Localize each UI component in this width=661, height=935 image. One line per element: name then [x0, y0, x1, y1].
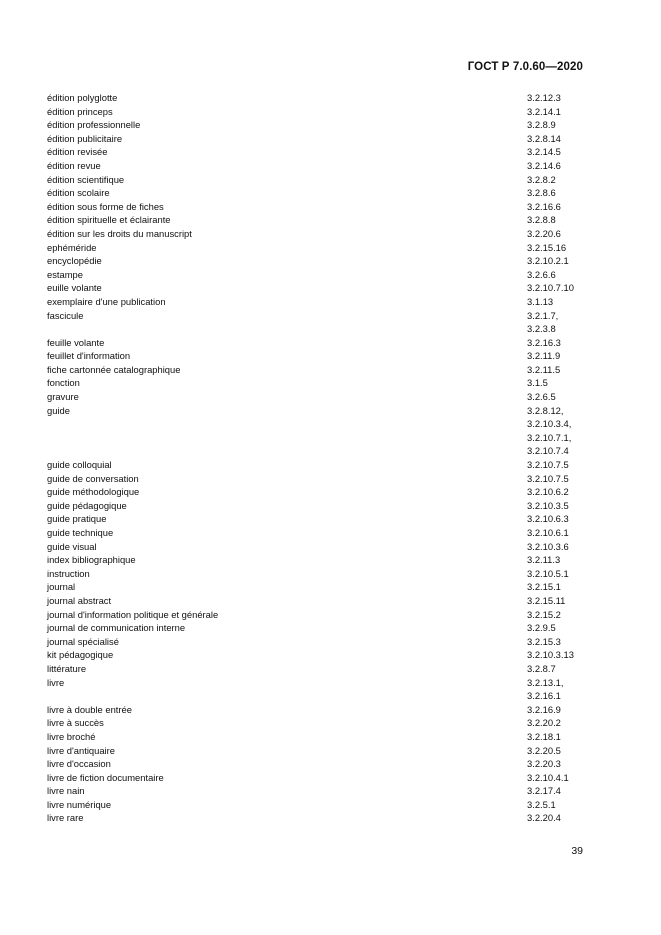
index-term: édition revue [47, 159, 101, 171]
index-reference: 3.2.13.1, [527, 676, 564, 688]
index-references [527, 268, 587, 282]
index-entry [47, 811, 587, 825]
index-entry [47, 526, 587, 540]
index-entry [47, 390, 587, 404]
index-reference: 3.2.10.7.5 [527, 459, 569, 471]
index-entry [47, 295, 587, 309]
index-references [527, 567, 587, 581]
index-reference: 3.2.6.6 [527, 268, 556, 280]
index-references [527, 771, 587, 785]
index-reference: 3.2.10.7.1, [527, 431, 572, 443]
index-entry [47, 268, 587, 282]
index-entry [47, 608, 587, 622]
index-references [527, 648, 587, 662]
index-reference: 3.2.20.3 [527, 758, 561, 770]
index-reference: 3.2.12.3 [527, 92, 561, 103]
index-entry [47, 363, 587, 377]
index-term: livre à succès [47, 717, 104, 729]
index-entry [47, 553, 587, 567]
index-term: gravure [47, 391, 79, 403]
index-reference: 3.2.15.3 [527, 635, 561, 647]
index-term: édition sur les droits du manuscript [47, 227, 192, 239]
index-entry [47, 336, 587, 350]
index-reference: 3.2.15.11 [527, 594, 566, 606]
index-entry [47, 91, 587, 105]
index-entry [47, 784, 587, 798]
index-references [527, 811, 587, 825]
index-entry [47, 635, 587, 649]
index-references [527, 798, 587, 812]
index-references [527, 553, 587, 567]
index-term: fiche cartonnée catalographique [47, 363, 181, 375]
index-references [527, 757, 587, 771]
index-term: guide colloquial [47, 459, 112, 471]
index-term: édition princeps [47, 105, 113, 117]
index-reference: 3.2.10.3.13 [527, 649, 574, 661]
index-reference: 3.2.10.6.2 [527, 486, 569, 498]
index-reference: 3.2.20.4 [527, 812, 561, 824]
index-references [527, 145, 587, 159]
index-reference: 3.2.8.12, [527, 404, 564, 416]
index-reference: 3.2.6.5 [527, 391, 556, 403]
index-reference: 3.2.10.5.1 [527, 567, 569, 579]
index-term: feuillet d'information [47, 350, 131, 362]
page-number: 39 [571, 845, 583, 857]
index-entry [47, 757, 587, 771]
index-references [527, 499, 587, 513]
index-reference: 3.2.1.7, [527, 309, 559, 321]
index-reference: 3.2.16.9 [527, 703, 561, 715]
index-references [527, 744, 587, 758]
index-term: guide technique [47, 527, 114, 538]
index-reference: 3.2.20.2 [527, 717, 561, 729]
index-references [527, 200, 587, 214]
index-references [527, 186, 587, 200]
index-entry [47, 254, 587, 268]
index-entry [47, 580, 587, 594]
index-reference: 3.2.5.1 [527, 798, 556, 810]
index-entry [47, 485, 587, 499]
index-term: édition scientifique [47, 173, 125, 185]
index-references [527, 472, 587, 486]
index-references [527, 485, 587, 499]
index-term: guide pratique [47, 513, 107, 525]
index-term: guide visual [47, 540, 97, 552]
index-entry [47, 499, 587, 513]
index-reference: 3.2.10.3.5 [527, 499, 569, 511]
index-term: édition polyglotte [47, 92, 118, 103]
index-term: journal [47, 581, 76, 593]
index-term: journal abstract [47, 594, 112, 606]
index-references [527, 621, 587, 635]
index-reference: 3.2.11.5 [527, 363, 561, 375]
index-reference: 3.2.17.4 [527, 785, 561, 797]
index-references [527, 281, 587, 295]
index-reference: 3.2.10.2.1 [527, 255, 569, 267]
index-term: guide méthodologique [47, 486, 140, 498]
index-references [527, 784, 587, 798]
index-entry [47, 309, 587, 336]
index-term: euille volante [47, 282, 102, 294]
index-entry [47, 145, 587, 159]
index-references [527, 241, 587, 255]
index-term: guide de conversation [47, 472, 139, 484]
index-term: édition sous forme de fiches [47, 200, 164, 212]
index-references [527, 91, 587, 105]
index-entry [47, 241, 587, 255]
index-reference: 3.2.15.2 [527, 608, 561, 620]
index-references [527, 213, 587, 227]
index-references [527, 118, 587, 132]
index-reference: 3.2.16.6 [527, 200, 561, 212]
index-references [527, 662, 587, 676]
index-entry [47, 540, 587, 554]
index-term: feuille volante [47, 336, 105, 348]
standard-designation: ГОСТ Р 7.0.60—2020 [467, 61, 583, 73]
index-reference: 3.2.10.3.4, [527, 418, 572, 430]
index-reference: 3.2.11.3 [527, 554, 561, 566]
index-references [527, 295, 587, 309]
index-entry [47, 676, 587, 703]
index-term: guide [47, 404, 70, 416]
index-reference: 3.2.9.5 [527, 622, 556, 634]
index-reference: 3.2.14.1 [527, 105, 561, 117]
index-references [527, 676, 587, 703]
index-references [527, 635, 587, 649]
index-term: livre rare [47, 812, 84, 824]
index-reference: 3.2.10.7.10 [527, 282, 574, 294]
index-term: ephéméride [47, 241, 97, 253]
index-reference: 3.2.20.5 [527, 744, 561, 756]
index-reference: 3.2.10.6.1 [527, 527, 569, 538]
index-reference: 3.2.8.14 [527, 132, 561, 144]
index-term: index bibliographique [47, 554, 136, 566]
index-reference: 3.1.5 [527, 377, 548, 389]
index-term: journal de communication interne [47, 622, 186, 634]
index-term: fascicule [47, 309, 84, 321]
index-reference: 3.2.10.6.3 [527, 513, 569, 525]
index-references [527, 404, 587, 458]
index-reference: 3.2.10.7.4 [527, 445, 569, 457]
index-entry [47, 349, 587, 363]
index-references [527, 227, 587, 241]
index-entry [47, 458, 587, 472]
index-term: encyclopédie [47, 255, 102, 267]
index-entry [47, 594, 587, 608]
index-term: livre d'antiquaire [47, 744, 115, 756]
index-reference: 3.2.20.6 [527, 227, 561, 239]
index-term: livre [47, 676, 65, 688]
index-reference: 3.2.16.3 [527, 336, 561, 348]
index-entry [47, 567, 587, 581]
index-reference: 3.2.3.8 [527, 323, 556, 335]
term-index-list [47, 91, 587, 825]
index-term: estampe [47, 268, 83, 280]
index-references [527, 173, 587, 187]
index-term: littérature [47, 662, 87, 674]
index-references [527, 309, 587, 336]
index-term: livre broché [47, 730, 96, 742]
index-references [527, 608, 587, 622]
index-references [527, 363, 587, 377]
index-references [527, 349, 587, 363]
index-reference: 3.2.14.5 [527, 146, 561, 158]
index-entry [47, 105, 587, 119]
index-reference: 3.2.15.16 [527, 241, 567, 253]
index-reference: 3.2.8.8 [527, 214, 556, 226]
index-entry [47, 512, 587, 526]
index-term: édition scolaire [47, 187, 110, 199]
index-reference: 3.2.8.9 [527, 119, 556, 131]
index-references [527, 594, 587, 608]
index-entry [47, 186, 587, 200]
index-term: livre numérique [47, 798, 112, 810]
index-reference: 3.2.14.6 [527, 159, 561, 171]
index-references [527, 526, 587, 540]
index-references [527, 159, 587, 173]
index-term: livre d'occasion [47, 758, 111, 770]
index-entry [47, 472, 587, 486]
index-entry [47, 200, 587, 214]
index-references [527, 540, 587, 554]
index-reference: 3.2.8.2 [527, 173, 556, 185]
index-entry [47, 227, 587, 241]
index-reference: 3.2.18.1 [527, 730, 561, 742]
index-term: guide pédagogique [47, 499, 127, 511]
index-entry [47, 281, 587, 295]
index-term: journal spécialisé [47, 635, 119, 647]
index-reference: 3.2.10.3.6 [527, 540, 569, 552]
index-entry [47, 716, 587, 730]
index-entry [47, 213, 587, 227]
index-reference: 3.2.8.7 [527, 662, 556, 674]
index-reference: 3.2.10.7.5 [527, 472, 569, 484]
index-entry [47, 798, 587, 812]
index-entry [47, 703, 587, 717]
index-term: édition spirituelle et éclairante [47, 214, 171, 226]
index-entry [47, 648, 587, 662]
index-reference: 3.2.11.9 [527, 350, 561, 362]
index-term: fonction [47, 377, 80, 389]
index-term: livre de fiction documentaire [47, 771, 164, 783]
index-entry [47, 118, 587, 132]
index-references [527, 376, 587, 390]
index-entry [47, 404, 587, 458]
index-references [527, 132, 587, 146]
index-term: édition publicitaire [47, 132, 123, 144]
index-entry [47, 159, 587, 173]
index-reference: 3.2.10.4.1 [527, 771, 569, 783]
index-references [527, 580, 587, 594]
index-references [527, 512, 587, 526]
index-entry [47, 744, 587, 758]
index-references [527, 254, 587, 268]
index-references [527, 390, 587, 404]
index-entry [47, 173, 587, 187]
index-entry [47, 771, 587, 785]
index-term: livre à double entrée [47, 703, 132, 715]
index-reference: 3.2.8.6 [527, 187, 556, 199]
index-references [527, 105, 587, 119]
index-term: édition revisée [47, 146, 108, 158]
index-reference: 3.2.16.1 [527, 690, 561, 702]
index-references [527, 458, 587, 472]
index-term: livre nain [47, 785, 85, 797]
index-term: journal d'information politique et générale [47, 608, 219, 620]
index-entry [47, 662, 587, 676]
index-entry [47, 730, 587, 744]
index-references [527, 703, 587, 717]
index-entry [47, 132, 587, 146]
index-term: exemplaire d'une publication [47, 295, 166, 307]
index-references [527, 336, 587, 350]
index-references [527, 716, 587, 730]
index-entry [47, 621, 587, 635]
index-term: édition professionnelle [47, 119, 141, 131]
index-term: instruction [47, 567, 90, 579]
index-reference: 3.2.15.1 [527, 581, 561, 593]
index-term: kit pédagogique [47, 649, 114, 661]
index-references [527, 730, 587, 744]
index-entry [47, 376, 587, 390]
index-reference: 3.1.13 [527, 295, 554, 307]
